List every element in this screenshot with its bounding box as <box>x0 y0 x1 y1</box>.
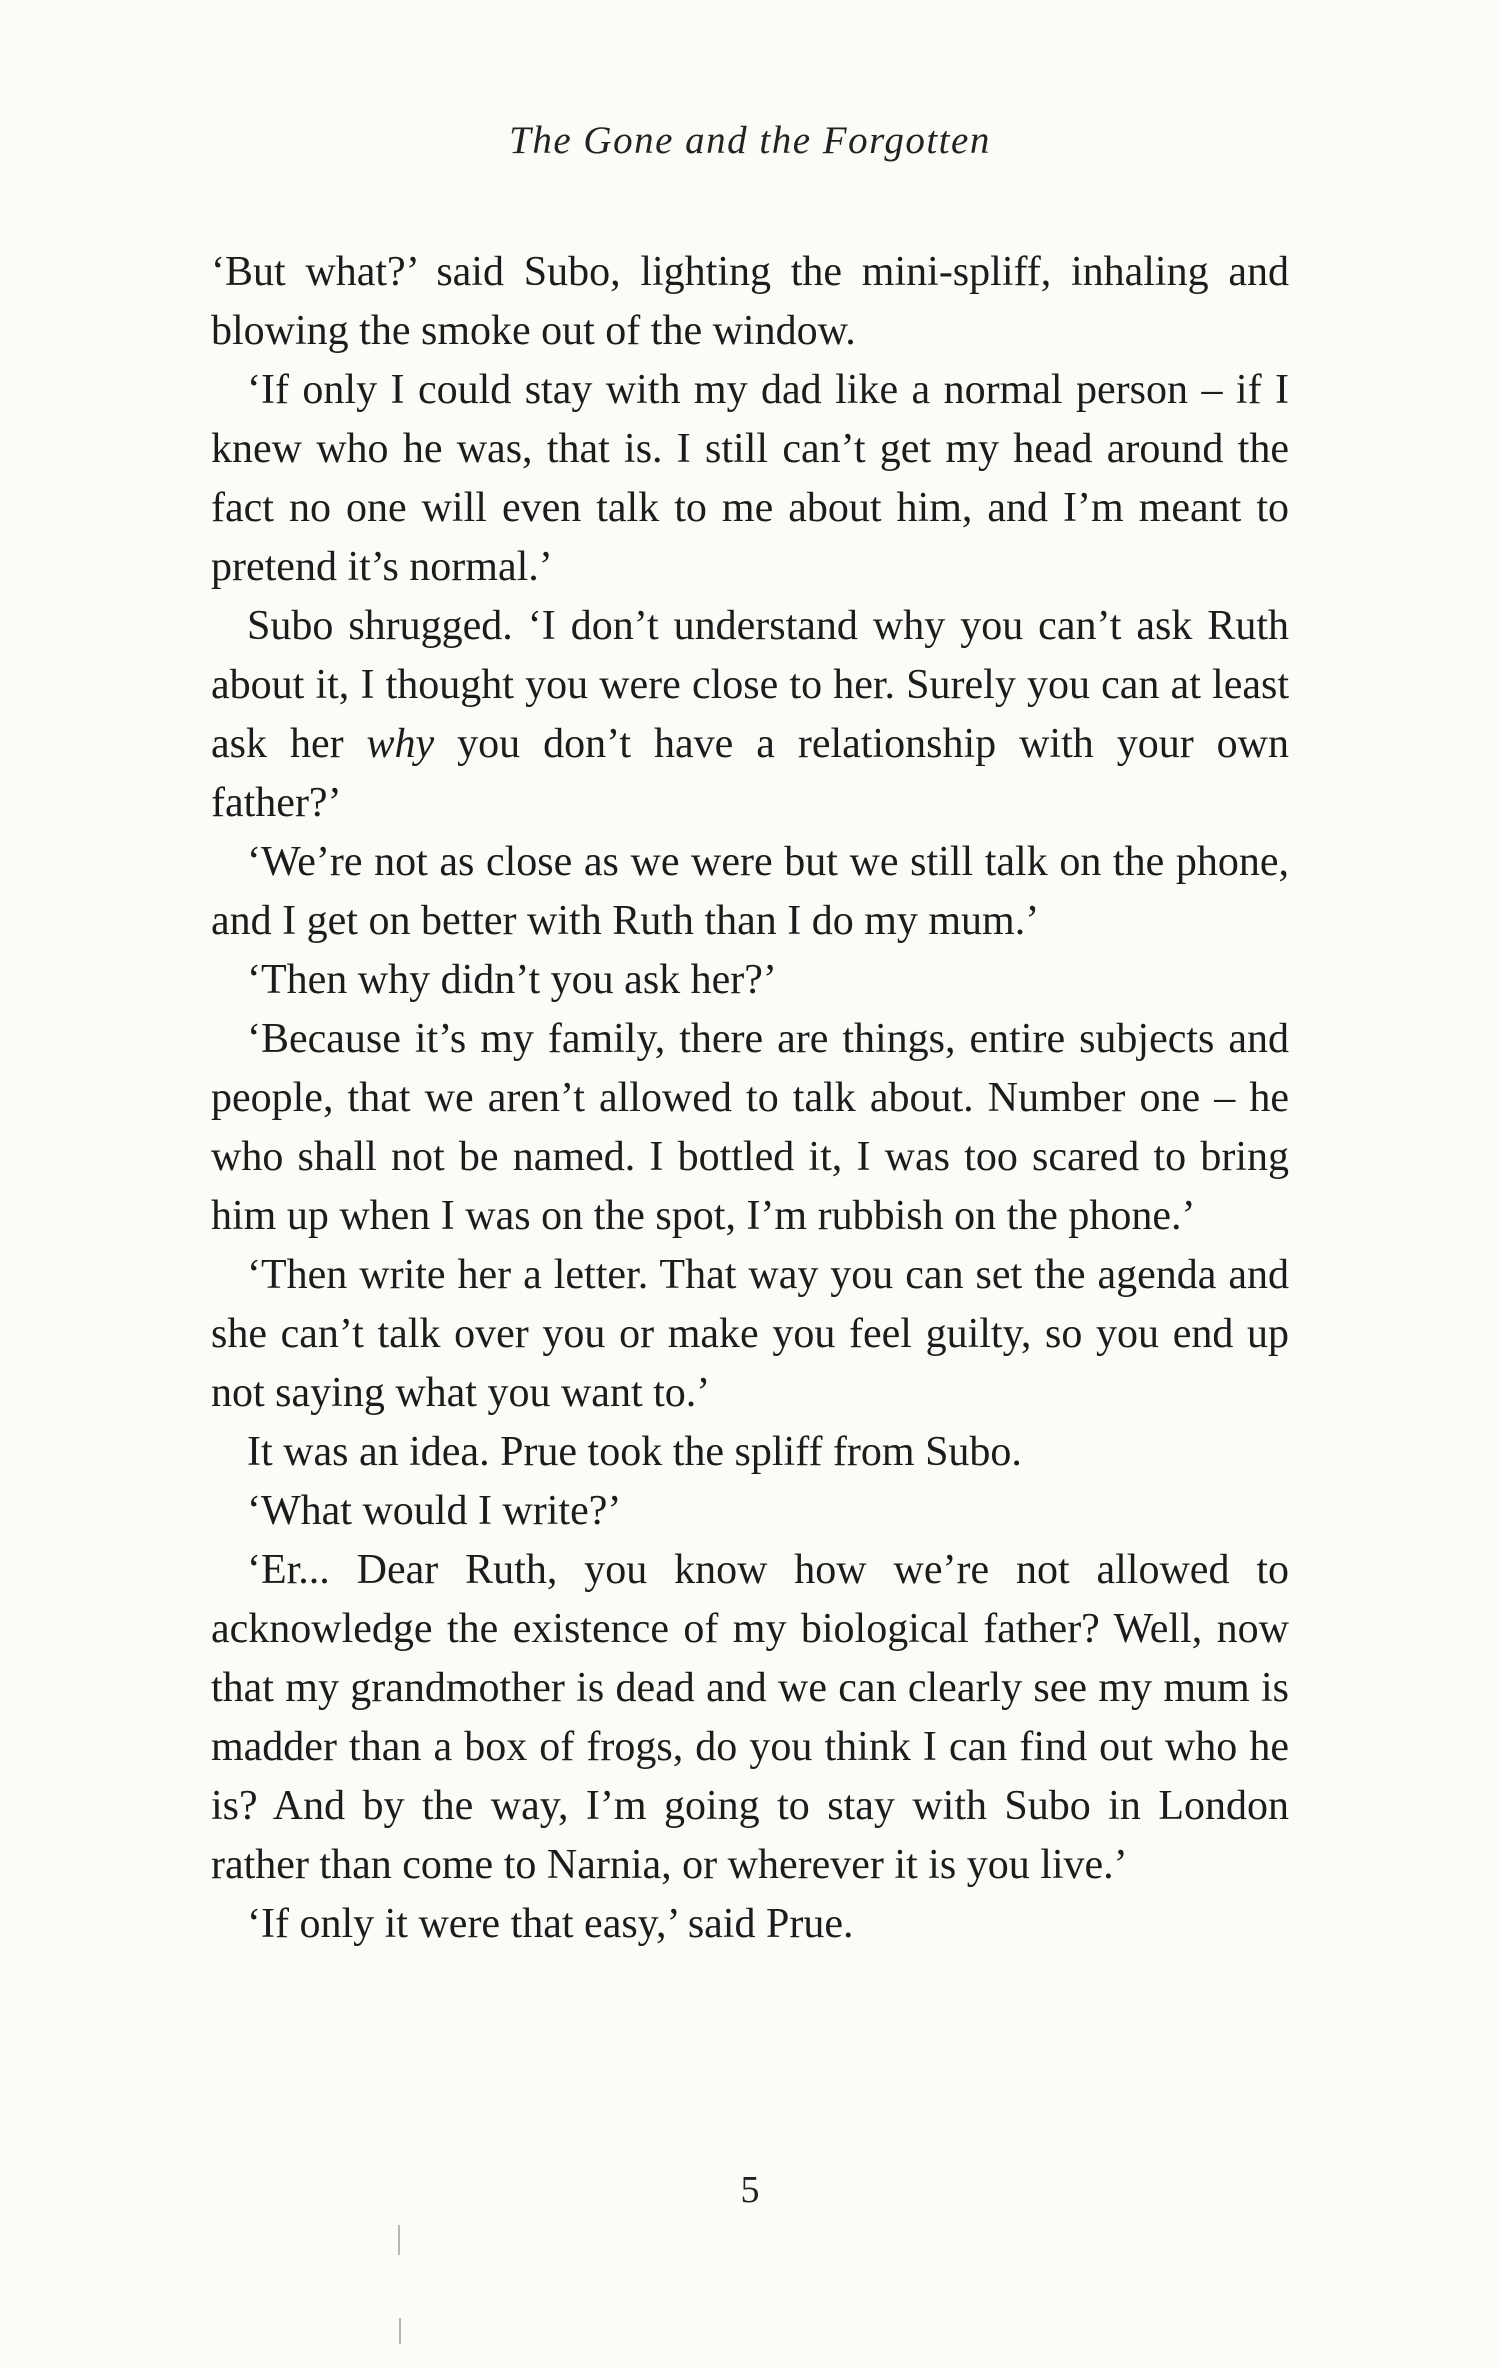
body-text <box>211 243 1289 1954</box>
paragraph: ‘But what?’ said Subo, lighting the mini-spliff, inhaling and blowing the smoke out of the window. <box>211 249 1289 354</box>
paragraph-text: you don’t have a relationship with your own father?’ <box>211 721 1289 826</box>
emphasis-text: why <box>366 721 435 767</box>
paragraph: ‘Then write her a letter. That way you can set the agenda and she can’t talk over you or make you feel guilty, so you end up not saying what you want to.’ <box>211 1252 1289 1416</box>
paragraph <box>211 597 1289 833</box>
paragraph: ‘If only it were that easy,’ said Prue. <box>247 1901 854 1947</box>
scan-mark <box>399 2318 401 2344</box>
paragraph: It was an idea. Prue took the spliff from Subo. <box>247 1429 1022 1475</box>
paragraph: ‘If only I could stay with my dad like a normal person – if I knew who he was, that is. I still can’t get my head around the fact no one will even talk to me about him, and I’m meant to pretend it’s normal.’ <box>211 367 1289 590</box>
paragraph-text: Subo shrugged. ‘I don’t understand why you can’t ask Ruth about it, I thought you were close to her. Surely you can at least ask her <box>211 603 1289 767</box>
paragraph: ‘We’re not as close as we were but we still talk on the phone, and I get on better with Ruth than I do my mum.’ <box>211 839 1289 944</box>
page-number: 5 <box>740 2169 760 2211</box>
paragraph: ‘Er... Dear Ruth, you know how we’re not allowed to acknowledge the existence of my biological father? Well, now that my grandmother is dead and we can clearly see my mum is madder than a box of frogs, do you think I can find out who he is? And by the way, I’m going to stay with Subo in London rather than come to Narnia, or wherever it is you live.’ <box>211 1547 1289 1888</box>
running-head-title: The Gone and the Forgotten <box>509 119 991 162</box>
paragraph: ‘Then why didn’t you ask her?’ <box>247 957 777 1003</box>
paragraph: ‘Because it’s my family, there are things, entire subjects and people, that we aren’t allowed to talk about. Number one – he who shall not be named. I bottled it, I was too scared to bring him up when I was on the spot, I’m rubbish on the phone.’ <box>211 1016 1289 1239</box>
scan-mark <box>398 2225 400 2255</box>
paragraph: ‘What would I write?’ <box>247 1488 622 1534</box>
